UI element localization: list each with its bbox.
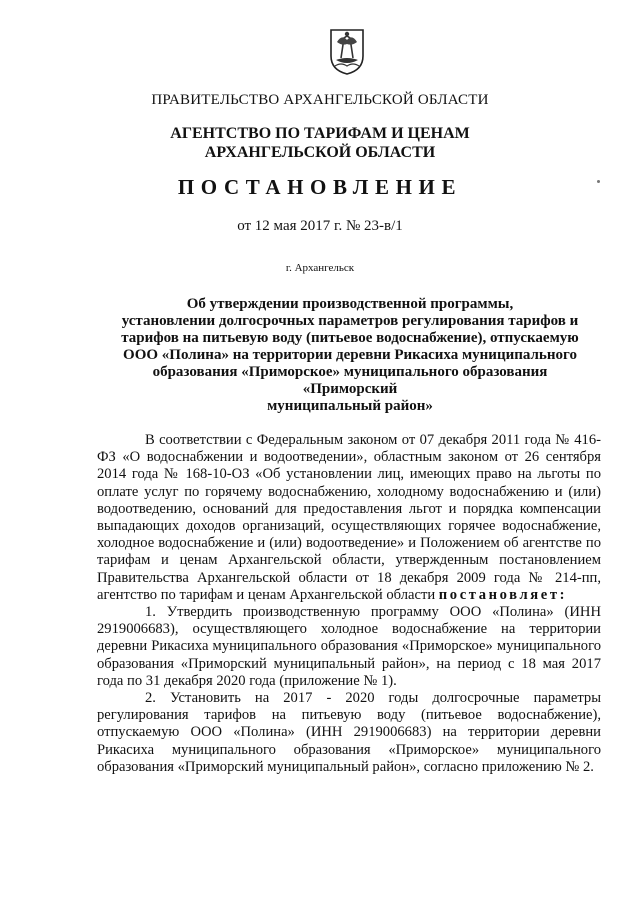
agency-name [60, 124, 580, 162]
government-name: ПРАВИТЕЛЬСТВО АРХАНГЕЛЬСКОЙ ОБЛАСТИ [151, 92, 489, 108]
title-line: Об утверждении производственной программы, [186, 296, 514, 312]
city-name: г. Архангельск [285, 262, 355, 274]
title-line: образования «Приморское» муниципального образования «Приморский [152, 364, 548, 397]
title-line: установлении долгосрочных параметров регулирования тарифов и [121, 313, 579, 329]
agency-name-line-2: АРХАНГЕЛЬСКОЙ ОБЛАСТИ [204, 144, 436, 161]
intro-text: В соответствии с Федеральным законом от 07 декабря 2011 года № 416-ФЗ «О водоснабжении и водоотведении», областным законом от 26 сентября 2014 года № 168-10-ОЗ «Об установлении лиц, имеющих право на льготы по оплате услуг по горячему водоснабжению, холодному водоснабжению и (или) водоотведению, оснований для предоставления льгот и порядка компенсации выпадающих доходов организаций, осуществляющих горячее водоснабжение, холодное водоснабжение и (или) водоотведение» и Положением об агентстве по тарифам и ценам Архангельской области, утвержденным постановлением Правительства Архангельской области от 18 декабря 2009 года № 214-пп, агентство по тарифам и ценам Архангельской области [97, 432, 601, 603]
document-body [97, 432, 601, 776]
item-1-paragraph: 1. Утвердить производственную программу ООО «Полина» (ИНН 2919006683), осуществляющего холодное водоснабжение на территории деревни Рикасиха муниципального образования «Приморское» муниципального образования «Приморский муниципальный район», на период с 18 мая 2017 года по 31 декабря 2020 года (приложение № 1). [97, 604, 601, 689]
item-2-paragraph: 2. Установить на 2017 - 2020 годы долгосрочные параметры регулирования тарифов на питьевую воду (питьевое водоснабжение), отпускаемую ООО «Полина» (ИНН 2919006683) на территории деревни Рикасиха муниципального образования «Приморское» муниципального образования «Приморский муниципальный район», согласно приложению № 2. [97, 690, 601, 775]
intro-paragraph [97, 432, 601, 604]
document-title [110, 296, 590, 415]
title-line: тарифов на питьевую воду (питьевое водоснабжение), отпускаемую [121, 330, 579, 346]
title-line: муниципальный район» [267, 398, 433, 414]
coat-of-arms-emblem [327, 26, 367, 76]
agency-name-line-1: АГЕНТСТВО ПО ТАРИФАМ И ЦЕНАМ [170, 125, 470, 142]
scan-speck [597, 180, 600, 183]
title-line: ООО «Полина» на территории деревни Рикасиха муниципального [123, 347, 577, 363]
resolves-word: постановляет: [438, 586, 568, 603]
date-and-number: от 12 мая 2017 г. № 23-в/1 [237, 218, 403, 234]
document-type: ПОСТАНОВЛЕНИЕ [177, 175, 463, 199]
